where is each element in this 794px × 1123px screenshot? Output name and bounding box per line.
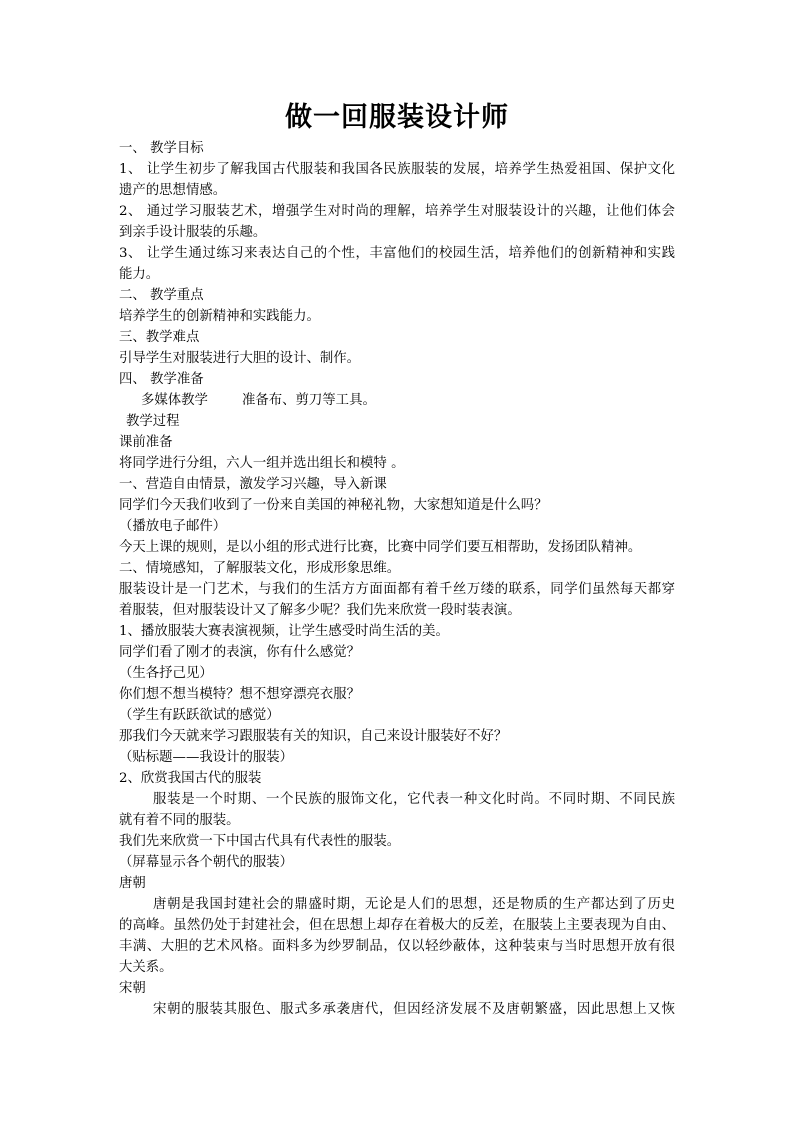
objective-1-line-1: 1、 让学生初步了解我国古代服装和我国各民族服装的发展，培养学生热爱祖国、保护文化 bbox=[119, 162, 675, 177]
preparation-items bbox=[119, 390, 675, 411]
step-1-rules: 今天上课的规则，是以小组的形式进行比赛，比赛中同学们要互相帮助，发扬团队精神。 bbox=[119, 540, 642, 555]
document-body bbox=[119, 138, 675, 1020]
section-heading-difficulties: 三、教学难点 bbox=[119, 330, 200, 345]
step-1-text: 同学们今天我们收到了一份来自美国的神秘礼物，大家想知道是什么吗？ bbox=[119, 498, 548, 513]
tang-text-line-2: 的高峰。虽然仍处于封建社会，但在思想上却存在着极大的反差，在服装上主要表现为自由、 bbox=[119, 918, 675, 933]
question-2: 你们想不想当模特？想不想穿漂亮衣服？ bbox=[119, 687, 361, 702]
clothing-definition-line-2: 就有着不同的服装。 bbox=[119, 813, 240, 828]
dynasty-heading-song: 宋朝 bbox=[119, 981, 146, 996]
answer-3: （贴标题——我设计的服装） bbox=[119, 750, 294, 765]
objective-2-line-1: 2、 通过学习服装艺术，增强学生对时尚的理解，培养学生对服装设计的兴趣，让他们体会 bbox=[119, 204, 675, 219]
step-1-heading: 一、营造自由情景，激发学习兴趣，导入新课 bbox=[119, 477, 387, 492]
step-1-note: （播放电子邮件） bbox=[119, 519, 227, 534]
section-heading-preparation: 四、 教学准备 bbox=[119, 372, 204, 387]
objective-3-line-2: 能力。 bbox=[119, 267, 160, 282]
tang-text-line-3: 丰满、大胆的艺术风格。面料多为纱罗制品，仅以轻纱蔽体，这种装束与当时思想开放有很 bbox=[119, 939, 675, 954]
objective-2-line-2: 到亲手设计服装的乐趣。 bbox=[119, 225, 267, 240]
section-heading-key-points: 二、 教学重点 bbox=[119, 288, 204, 303]
song-text-line-1: 宋朝的服装其服色、服式多承袭唐代，但因经济发展不及唐朝繁盛，因此思想上又恢 bbox=[153, 1002, 675, 1017]
step-2-text-line-2: 着服装，但对服装设计又了解多少呢？我们先来欣赏一段时装表演。 bbox=[119, 603, 521, 618]
ancient-clothing-intro: 我们先来欣赏一下中国古代具有代表性的服装。 bbox=[119, 834, 401, 849]
step-2-sub-1: 1、播放服装大赛表演视频，让学生感受时尚生活的美。 bbox=[119, 624, 449, 639]
tang-text-line-4: 大关系。 bbox=[119, 960, 173, 975]
tang-text-line-1: 唐朝是我国封建社会的鼎盛时期，无论是人们的思想，还是物质的生产都达到了历史 bbox=[153, 897, 675, 912]
answer-1: （生各抒己见） bbox=[119, 666, 213, 681]
section-heading-process: 教学过程 bbox=[126, 414, 180, 429]
section-heading-objectives: 一、 教学目标 bbox=[119, 141, 204, 156]
document-title: 做一回服装设计师 bbox=[285, 102, 509, 133]
preparation-item-tools: 准备布、剪刀等工具。 bbox=[241, 393, 376, 408]
difficulties-text: 引导学生对服装进行大胆的设计、制作。 bbox=[119, 351, 361, 366]
step-2-sub-2: 2、欣赏我国古代的服装 bbox=[119, 771, 262, 786]
step-2-heading: 二、情境感知，了解服装文化，形成形象思维。 bbox=[119, 561, 401, 576]
preparation-item-multimedia: 多媒体教学 bbox=[141, 393, 208, 408]
objective-1-line-2: 遗产的思想情感。 bbox=[119, 183, 227, 198]
question-1: 同学们看了刚才的表演，你有什么感觉？ bbox=[119, 645, 361, 660]
screen-note: （屏幕显示各个朝代的服装） bbox=[119, 855, 294, 870]
objective-3-line-1: 3、 让学生通过练习来表达自己的个性，丰富他们的校园生活，培养他们的创新精神和实践 bbox=[119, 246, 675, 261]
step-2-text-line-1: 服装设计是一门艺术，与我们的生活方方面面都有着千丝万缕的联系，同学们虽然每天都穿 bbox=[119, 582, 675, 597]
answer-2: （学生有跃跃欲试的感觉） bbox=[119, 708, 280, 723]
pre-class-text: 将同学进行分组，六人一组并选出组长和模特 。 bbox=[119, 456, 405, 471]
dynasty-heading-tang: 唐朝 bbox=[119, 876, 146, 891]
subheading-pre-class: 课前准备 bbox=[119, 435, 173, 450]
key-points-text: 培养学生的创新精神和实践能力。 bbox=[119, 309, 320, 324]
question-3: 那我们今天就来学习跟服装有关的知识，自己来设计服装好不好？ bbox=[119, 729, 508, 744]
clothing-definition-line-1: 服装是一个时期、一个民族的服饰文化，它代表一种文化时尚。不同时期、不同民族 bbox=[153, 792, 675, 807]
